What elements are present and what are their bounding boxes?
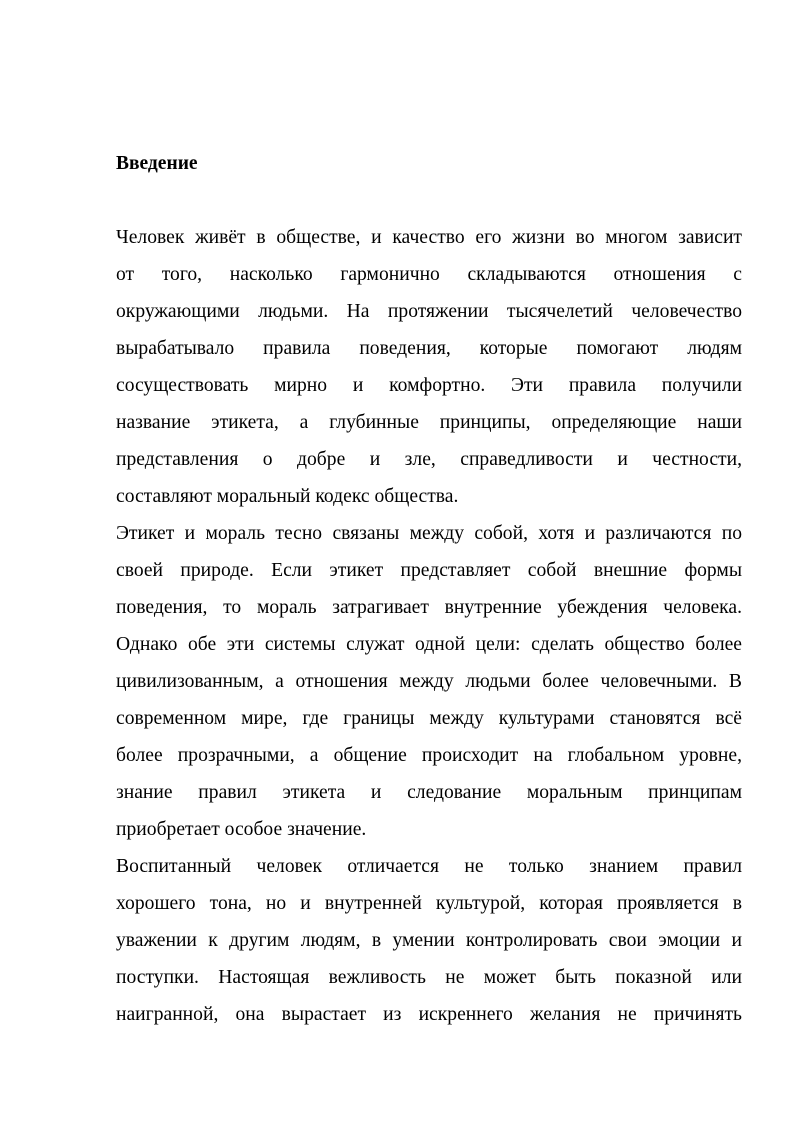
- text-line: цивилизованным, а отношения между людьми более человечными. В: [116, 671, 742, 692]
- section-heading: Введение: [116, 153, 198, 174]
- text-line: уважении к другим людям, в умении контролировать свои эмоции и: [116, 930, 742, 951]
- text-line: составляют моральный кодекс общества.: [116, 486, 459, 507]
- text-line: вырабатывало правила поведения, которые помогают людям: [116, 338, 742, 359]
- text-line: наигранной, она вырастает из искреннего желания не причинять: [116, 1004, 742, 1025]
- text-line: от того, насколько гармонично складываются отношения с: [116, 264, 742, 285]
- text-line: поступки. Настоящая вежливость не может быть показной или: [116, 967, 742, 988]
- body-text: [116, 219, 742, 1033]
- text-line: Человек живёт в обществе, и качество его жизни во многом зависит: [116, 227, 742, 248]
- text-line: название этикета, а глубинные принципы, определяющие наши: [116, 412, 742, 433]
- text-line: знание правил этикета и следование моральным принципам: [116, 782, 742, 803]
- text-line: Этикет и мораль тесно связаны между собой, хотя и различаются по: [116, 523, 742, 544]
- text-line: поведения, то мораль затрагивает внутренние убеждения человека.: [116, 597, 742, 618]
- text-line: хорошего тона, но и внутренней культурой, которая проявляется в: [116, 893, 742, 914]
- text-line: Воспитанный человек отличается не только знанием правил: [116, 856, 742, 877]
- text-line: более прозрачными, а общение происходит на глобальном уровне,: [116, 745, 742, 766]
- text-line: сосуществовать мирно и комфортно. Эти правила получили: [116, 375, 742, 396]
- text-line: Однако обе эти системы служат одной цели: сделать общество более: [116, 634, 742, 655]
- text-line: представления о добре и зле, справедливости и честности,: [116, 449, 742, 470]
- text-line: приобретает особое значение.: [116, 819, 367, 840]
- text-line: своей природе. Если этикет представляет собой внешние формы: [116, 560, 742, 581]
- text-line: окружающими людьми. На протяжении тысячелетий человечество: [116, 301, 742, 322]
- text-line: современном мире, где границы между культурами становятся всё: [116, 708, 742, 729]
